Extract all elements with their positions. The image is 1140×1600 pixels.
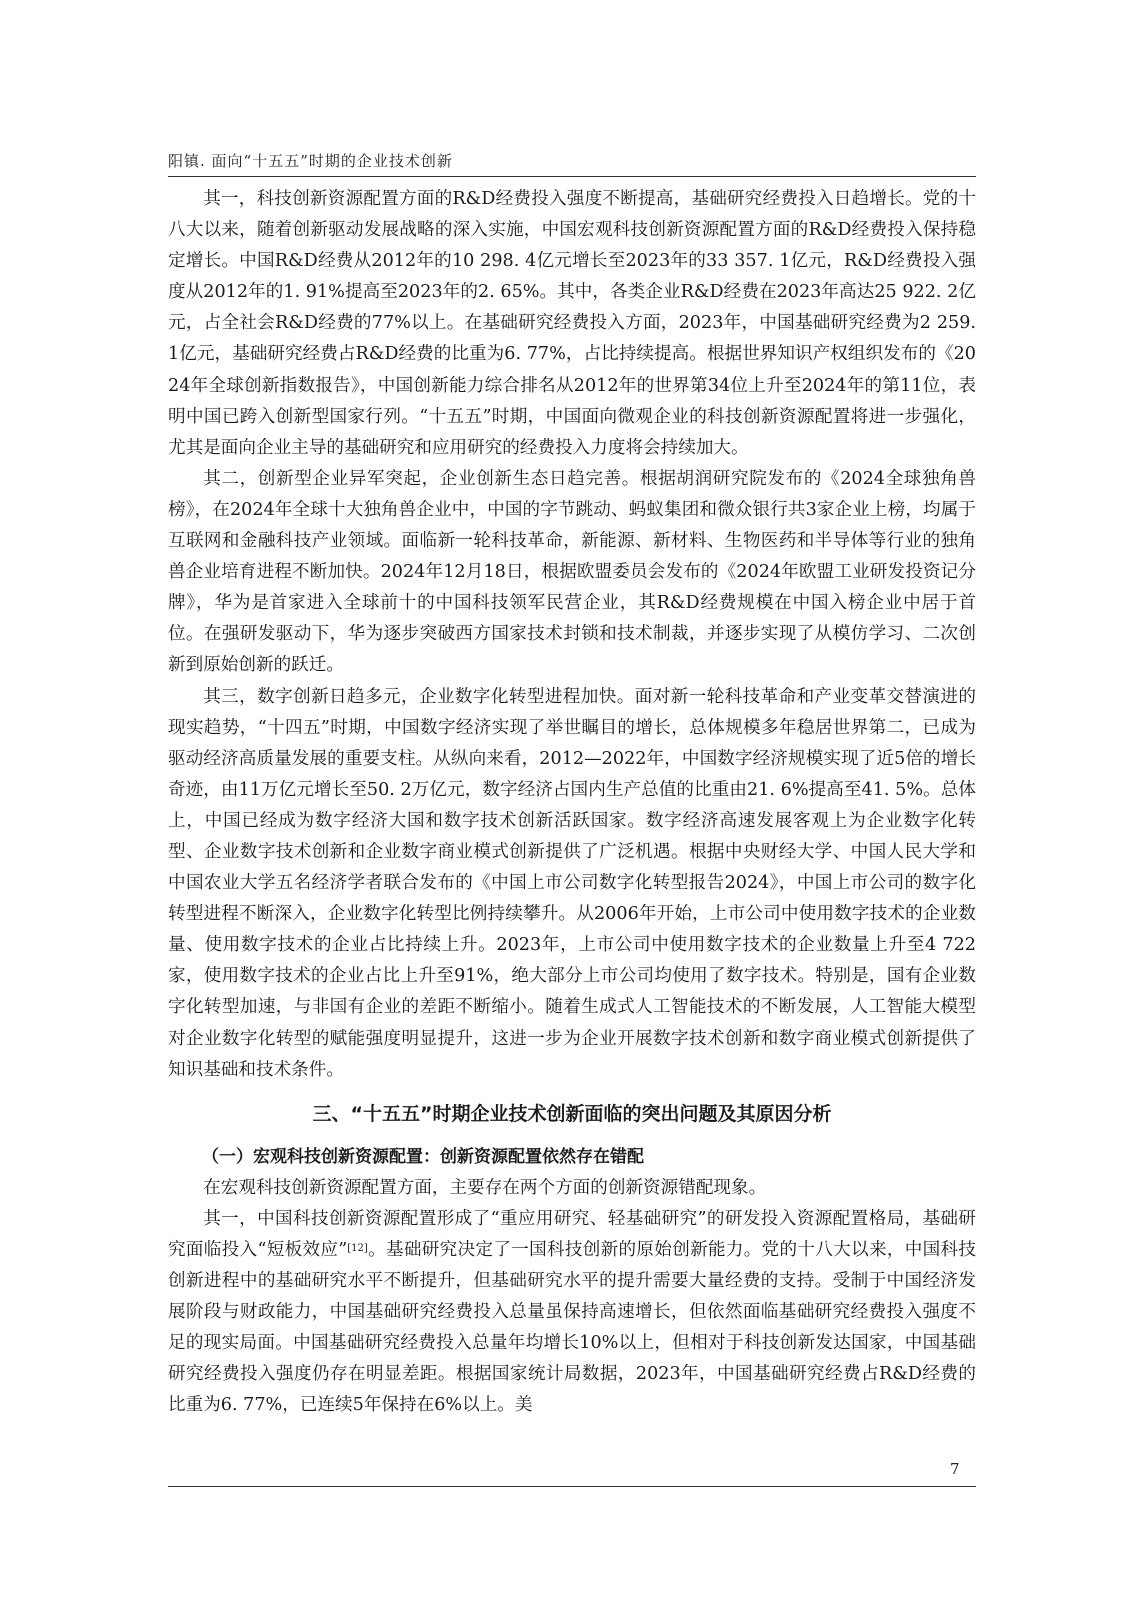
footer-rule (168, 1486, 976, 1487)
running-head: 阳镇. 面向“十五五”时期的企业技术创新 (168, 152, 453, 170)
page-content (168, 184, 976, 1421)
paragraph-basic-research (168, 1204, 976, 1422)
section-title: 三、“十五五”时期企业技术创新面临的突出问题及其原因分析 (312, 1102, 832, 1125)
paragraph-text-after-citation: 。基础研究决定了一国科技创新的原始创新能力。党的十八大以来，中国科技创新进程中的基础研究水平不断提升，但基础研究水平的提升需要大量经费的支持。受制于中国经济发展阶段与财政能力，中国基础研究经费投入总量虽保持高速增长，但依然面临基础研究经费投入强度不足的现实局面。中国基础研究经费投入总量年均增长10%以上，但相对于科技创新发达国家，中国基础研究经费投入强度仍存在明显差距。根据国家统计局数据，2023年，中国基础研究经费占R&D经费的比重为6. 77%，已连续5年保持在6%以上。美 (168, 1239, 976, 1416)
citation-reference: [12] (347, 1242, 368, 1254)
subsection-title: （一）宏观科技创新资源配置：创新资源配置依然存在错配 (202, 1146, 644, 1167)
paragraph-digital-innovation: 其三，数字创新日趋多元，企业数字化转型进程加快。面对新一轮科技革命和产业变革交替演进的现实趋势，“十四五”时期，中国数字经济实现了举世瞩目的增长，总体规模多年稳居世界第二，已成为驱动经济高质量发展的重要支柱。从纵向来看，2012—2022年，中国数字经济规模实现了近5倍的增长奇迹，由11万亿元增长至50. 2万亿元，数字经济占国内生产总值的比重由21. 6%提高至41. 5%。总体上，中国已经成为数字经济大国和数字技术创新活跃国家。数字经济高速发展客观上为企业数字化转型、企业数字技术创新和企业数字商业模式创新提供了广泛机遇。根据中央财经大学、中国人民大学和中国农业大学五名经济学者联合发布的《中国上市公司数字化转型报告2024》，中国上市公司的数字化转型进程不断深入，企业数字化转型比例持续攀升。从2006年开始，上市公司中使用数字技术的企业数量、使用数字技术的企业占比持续上升。2023年，上市公司中使用数字技术的企业数量上升至4 722家，使用数字技术的企业占比上升至91%，绝大部分上市公司均使用了数字技术。特别是，国有企业数字化转型加速，与非国有企业的差距不断缩小。随着生成式人工智能技术的不断发展，人工智能大模型对企业数字化转型的赋能强度明显提升，这进一步为企业开展数字技术创新和数字商业模式创新提供了知识基础和技术条件。 (168, 686, 976, 1080)
paragraph-text-before-citation: 其一，中国科技创新资源配置形成了“重应用研究、轻基础研究”的研发投入资源配置格局，基础研究面临投入“短板效应” (168, 1208, 976, 1260)
paragraph-rd-investment: 其一，科技创新资源配置方面的R&D经费投入强度不断提高，基础研究经费投入日趋增长。党的十八大以来，随着创新驱动发展战略的深入实施，中国宏观科技创新资源配置方面的R&D经费投入保持稳定增长。中国R&D经费从2012年的10 298. 4亿元增长至2023年的33 357. 1亿元，R&D经费投入强度从2012年的1. 91%提高至2023年的2. 65%。其中，各类企业R&D经费在2023年高达25 922. 2亿元，占全社会R&D经费的77%以上。在基础研究经费投入方面，2023年，中国基础研究经费为2 259. 1亿元，基础研究经费占R&D经费的比重为6. 77%，占比持续提高。根据世界知识产权组织发布的《2024年全球创新指数报告》，中国创新能力综合排名从2012年的世界第34位上升至2024年的第11位，表明中国已跨入创新型国家行列。“十五五”时期，中国面向微观企业的科技创新资源配置将进一步强化，尤其是面向企业主导的基础研究和应用研究的经费投入力度将会持续加大。 (168, 189, 976, 458)
header-rule (168, 176, 976, 177)
page-number: 7 (950, 1460, 960, 1478)
paragraph-resource-mismatch-intro: 在宏观科技创新资源配置方面，主要存在两个方面的创新资源错配现象。 (203, 1177, 767, 1198)
paragraph-innovative-enterprises: 其二，创新型企业异军突起，企业创新生态日趋完善。根据胡润研究院发布的《2024全球独角兽榜》，在2024年全球十大独角兽企业中，中国的字节跳动、蚂蚁集团和微众银行共3家企业上榜，均属于互联网和金融科技产业领域。面临新一轮科技革命，新能源、新材料、生物医药和半导体等行业的独角兽企业培育进程不断加快。2024年12月18日，根据欧盟委员会发布的《2024年欧盟工业研发投资记分牌》，华为是首家进入全球前十的中国科技领军民营企业，其R&D经费规模在中国入榜企业中居于首位。在强研发驱动下，华为逐步突破西方国家技术封锁和技术制裁，并逐步实现了从模仿学习、二次创新到原始创新的跃迁。 (168, 468, 976, 676)
